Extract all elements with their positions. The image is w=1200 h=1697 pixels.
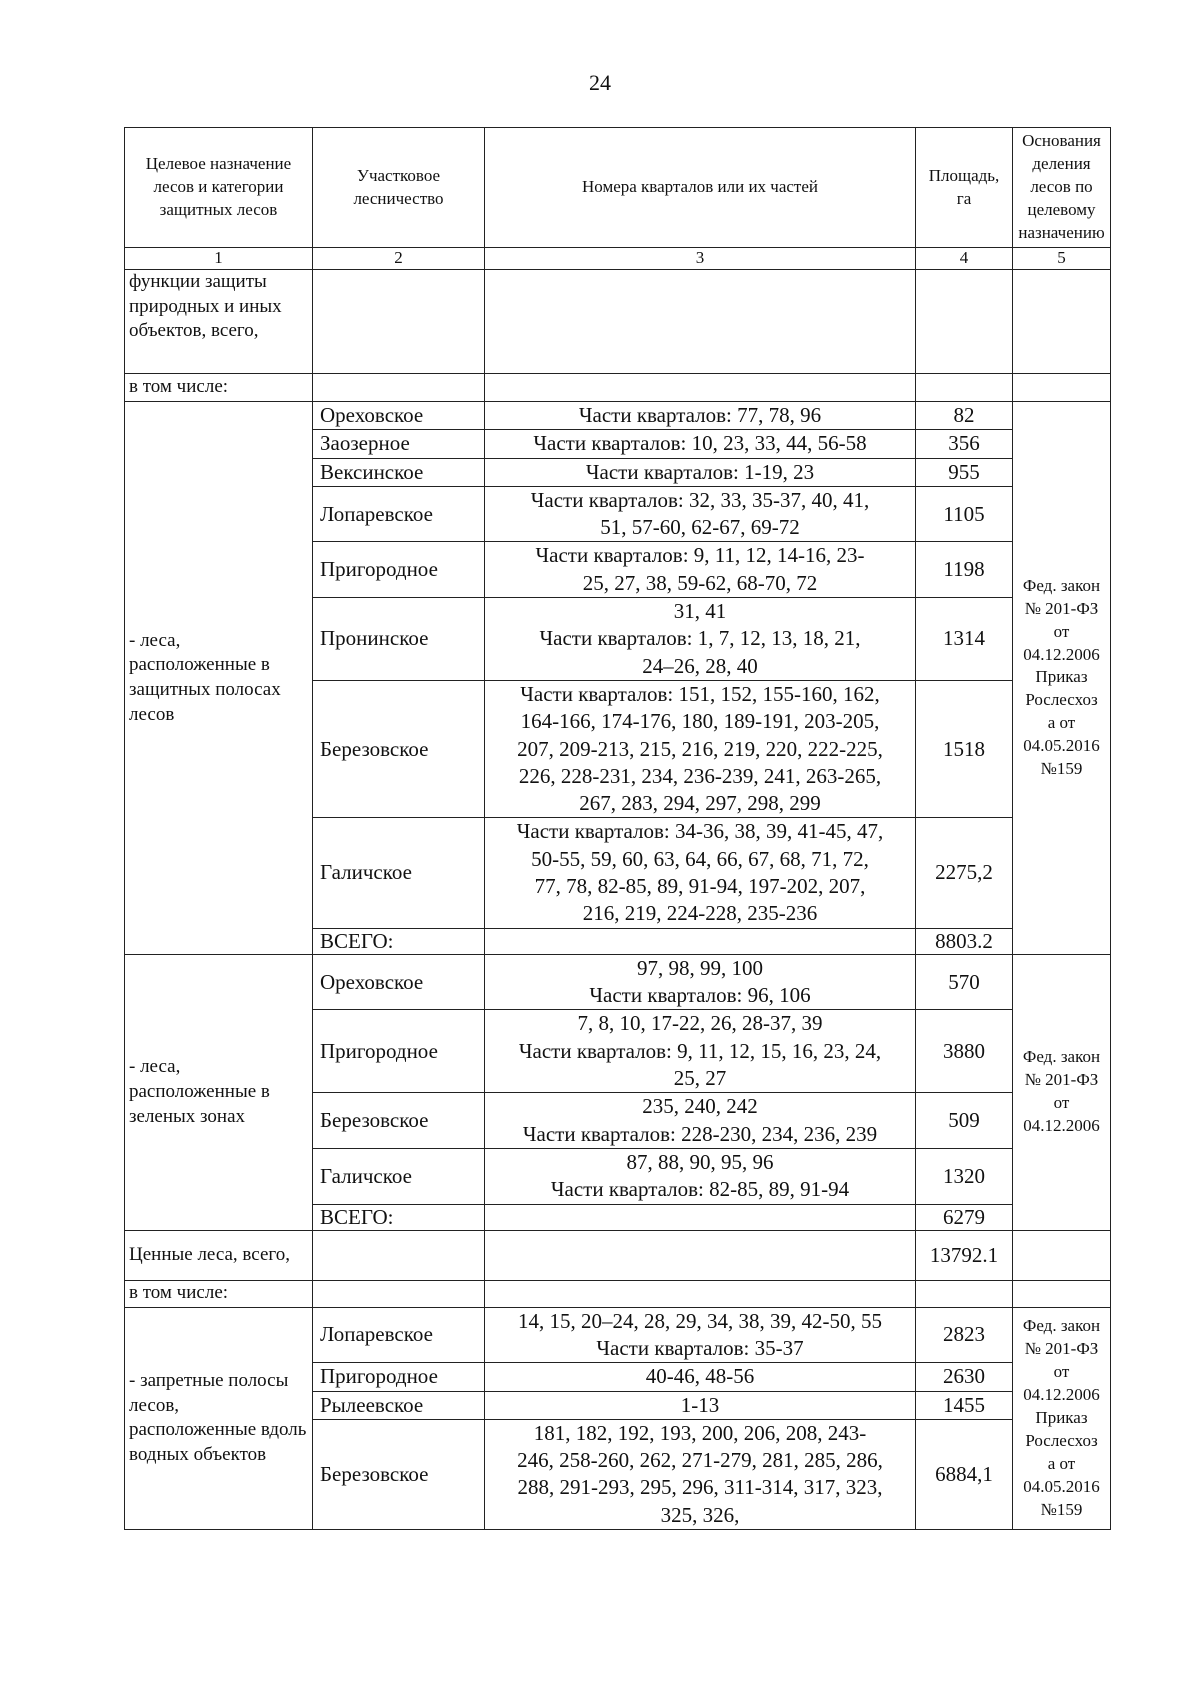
cell-line: Части кварталов: 9, 11, 12, 15, 16, 23, 24, [518, 1038, 882, 1063]
empty-cell [313, 1280, 485, 1307]
forestry-name: Березовское [313, 1419, 485, 1529]
cell-line: 288, 291-293, 295, 296, 311-314, 317, 323, [517, 1475, 883, 1500]
forestry-name: Галичское [313, 818, 485, 928]
cell-line: Части кварталов: 82-85, 89, 91-94 [550, 1177, 850, 1202]
cell-line: от [1053, 621, 1070, 641]
area-value: 570 [916, 954, 1013, 1010]
cell-line: № 201-ФЗ [1024, 1339, 1099, 1359]
area-value: 509 [916, 1093, 1013, 1149]
cell-line: Фед. закон [1022, 575, 1101, 595]
cell-line: 267, 283, 294, 297, 298, 299 [579, 791, 821, 816]
forestry-name: Пригородное [313, 1010, 485, 1093]
quarter-numbers [485, 598, 916, 681]
including-row [125, 374, 1111, 402]
basis-text [1013, 954, 1111, 1230]
cell-line: Части кварталов: 1, 7, 12, 13, 18, 21, [539, 626, 861, 651]
quarter-numbers [485, 1391, 916, 1419]
cell-line: 14, 15, 20–24, 28, 29, 34, 38, 39, 42-50, 55 [518, 1308, 882, 1333]
including-label: в том числе: [125, 374, 313, 402]
cell-line: 97, 98, 99, 100 [637, 955, 763, 980]
empty-cell [916, 1280, 1013, 1307]
area-value: 1105 [916, 486, 1013, 542]
table-row [125, 402, 1111, 430]
forestry-name: Березовское [313, 680, 485, 817]
quarter-numbers [485, 1307, 916, 1363]
area-value: 1320 [916, 1148, 1013, 1204]
total-label: ВСЕГО: [313, 928, 485, 954]
column-number: 5 [1013, 248, 1111, 270]
cell-line: 04.12.2006 [1023, 1116, 1100, 1136]
empty-cell [485, 1230, 916, 1280]
empty-cell [485, 928, 916, 954]
quarter-numbers [485, 1148, 916, 1204]
cell-line: 04.12.2006 [1023, 1384, 1100, 1404]
forestry-name: Рылеевское [313, 1391, 485, 1419]
functions-total-row [125, 270, 1111, 374]
quarter-numbers [485, 1093, 916, 1149]
forestry-name: Ореховское [313, 402, 485, 430]
quarter-numbers [485, 818, 916, 928]
header-quarters: Номера кварталов или их частей [485, 128, 916, 248]
cell-line: Части кварталов: 96, 106 [589, 983, 811, 1008]
cell-line: 325, 326, [660, 1502, 740, 1527]
basis-text [1013, 402, 1111, 955]
area-value: 6884,1 [916, 1419, 1013, 1529]
category-label: - леса, расположенные в защитных полосах лесов [125, 402, 313, 955]
cell-line: а от [1047, 713, 1076, 733]
cell-line: Части кварталов: 77, 78, 96 [578, 403, 822, 427]
area-value: 356 [916, 430, 1013, 458]
cell-line: 25, 27 [673, 1066, 727, 1091]
cell-line: 226, 228-231, 234, 236-239, 241, 263-265, [518, 763, 882, 788]
area-value: 3880 [916, 1010, 1013, 1093]
forestry-name: Пригородное [313, 1363, 485, 1391]
cell-line: 31, 41 [673, 599, 727, 624]
including-label: в том числе: [125, 1280, 313, 1307]
area-value: 1518 [916, 680, 1013, 817]
empty-cell [485, 1280, 916, 1307]
total-label: ВСЕГО: [313, 1204, 485, 1230]
column-number: 4 [916, 248, 1013, 270]
cell-line: № 201-ФЗ [1024, 1070, 1099, 1090]
cell-line: Части кварталов: 228-230, 234, 236, 239 [522, 1121, 878, 1146]
cell-line: 207, 209-213, 215, 216, 219, 220, 222-225, [517, 736, 883, 761]
table-row [125, 1307, 1111, 1363]
functions-label: функции защиты природных и иных объектов, всего, [125, 270, 313, 374]
area-value: 2823 [916, 1307, 1013, 1363]
cell-line: 246, 258-260, 262, 271-279, 281, 285, 286, [517, 1448, 883, 1473]
cell-line: 77, 78, 82-85, 89, 91-94, 197-202, 207, [534, 874, 866, 899]
cell-line: 164-166, 174-176, 180, 189-191, 203-205, [520, 709, 880, 734]
cell-line: 87, 88, 90, 95, 96 [626, 1149, 774, 1174]
empty-cell [1013, 1280, 1111, 1307]
quarter-numbers [485, 680, 916, 817]
valuable-area: 13792.1 [916, 1230, 1013, 1280]
area-value: 1198 [916, 542, 1013, 598]
cell-line: Части кварталов: 35-37 [596, 1335, 804, 1360]
cell-line: Части кварталов: 151, 152, 155-160, 162, [520, 681, 880, 706]
total-area: 8803.2 [916, 928, 1013, 954]
area-value: 82 [916, 402, 1013, 430]
page-number: 24 [589, 70, 611, 95]
valuable-total-row [125, 1230, 1111, 1280]
cell-line: Части кварталов: 34-36, 38, 39, 41-45, 47, [516, 819, 884, 844]
header-purpose: Целевое назначение лесов и категории защитных лесов [125, 128, 313, 248]
forestry-name: Пронинское [313, 598, 485, 681]
quarter-numbers [485, 954, 916, 1010]
cell-line: 216, 219, 224-228, 235-236 [582, 901, 818, 926]
cell-line: Фед. закон [1022, 1316, 1101, 1336]
cell-line: 04.12.2006 [1023, 644, 1100, 664]
quarter-numbers [485, 402, 916, 430]
header-row [125, 128, 1111, 248]
forestry-name: Ореховское [313, 954, 485, 1010]
cell-line: № 201-ФЗ [1024, 598, 1099, 618]
quarter-numbers [485, 542, 916, 598]
cell-line: Приказ [1035, 1407, 1088, 1427]
cell-line: 235, 240, 242 [642, 1094, 758, 1119]
quarter-numbers [485, 486, 916, 542]
cell-line: 40-46, 48-56 [645, 1364, 755, 1389]
quarter-numbers [485, 430, 916, 458]
header-basis: Основания деления лесов по целевому назначению [1013, 128, 1111, 248]
empty-cell [485, 1204, 916, 1230]
forestry-name: Лопаревское [313, 486, 485, 542]
area-value: 1455 [916, 1391, 1013, 1419]
cell-line: Приказ [1035, 667, 1088, 687]
cell-line: 04.05.2016 [1023, 736, 1100, 756]
basis-text [1013, 1307, 1111, 1529]
forestry-name: Галичское [313, 1148, 485, 1204]
area-value: 2275,2 [916, 818, 1013, 928]
empty-cell [1013, 1230, 1111, 1280]
header-area: Площадь, га [916, 128, 1013, 248]
column-number-row [125, 248, 1111, 270]
forestry-name: Березовское [313, 1093, 485, 1149]
area-value: 955 [916, 458, 1013, 486]
cell-line: Части кварталов: 32, 33, 35-37, 40, 41, [530, 487, 870, 512]
quarter-numbers [485, 458, 916, 486]
quarter-numbers [485, 1363, 916, 1391]
column-number: 1 [125, 248, 313, 270]
cell-line: Рослесхоз [1025, 690, 1098, 710]
area-value: 1314 [916, 598, 1013, 681]
cell-line: Фед. закон [1022, 1047, 1101, 1067]
cell-line: 04.05.2016 [1023, 1476, 1100, 1496]
cell-line: 24–26, 28, 40 [642, 653, 758, 678]
cell-line: от [1053, 1362, 1070, 1382]
category-label: - запретные полосы лесов, расположенные вдоль водных объектов [125, 1307, 313, 1529]
valuable-label: Ценные леса, всего, [125, 1230, 313, 1280]
table-row [125, 954, 1111, 1010]
column-number: 2 [313, 248, 485, 270]
forestry-name: Лопаревское [313, 1307, 485, 1363]
empty-cell [313, 1230, 485, 1280]
cell-line: от [1053, 1093, 1070, 1113]
cell-line: 1-13 [680, 1392, 720, 1417]
quarter-numbers [485, 1010, 916, 1093]
total-area: 6279 [916, 1204, 1013, 1230]
category-label: - леса, расположенные в зеленых зонах [125, 954, 313, 1230]
cell-line: №159 [1040, 759, 1083, 779]
area-value: 2630 [916, 1363, 1013, 1391]
cell-line: 50-55, 59, 60, 63, 64, 66, 67, 68, 71, 72, [531, 846, 869, 871]
forestry-name: Заозерное [313, 430, 485, 458]
header-forestry: Участковое лесничество [313, 128, 485, 248]
cell-line: Рослесхоз [1025, 1430, 1098, 1450]
cell-line: Части кварталов: 1-19, 23 [585, 459, 815, 484]
forestry-name: Пригородное [313, 542, 485, 598]
forest-purpose-table [124, 127, 1111, 1530]
cell-line: 51, 57-60, 62-67, 69-72 [600, 515, 800, 540]
cell-line: 181, 182, 192, 193, 200, 206, 208, 243- [533, 1420, 867, 1445]
cell-line: №159 [1040, 1499, 1083, 1519]
forestry-name: Вексинское [313, 458, 485, 486]
cell-line: Части кварталов: 10, 23, 33, 44, 56-58 [533, 431, 867, 456]
cell-line: Части кварталов: 9, 11, 12, 14-16, 23- [535, 543, 865, 568]
cell-line: а от [1047, 1453, 1076, 1473]
cell-line: 25, 27, 38, 59-62, 68-70, 72 [582, 570, 818, 595]
quarter-numbers [485, 1419, 916, 1529]
column-number: 3 [485, 248, 916, 270]
including-row [125, 1280, 1111, 1307]
cell-line: 7, 8, 10, 17-22, 26, 28-37, 39 [577, 1011, 823, 1036]
